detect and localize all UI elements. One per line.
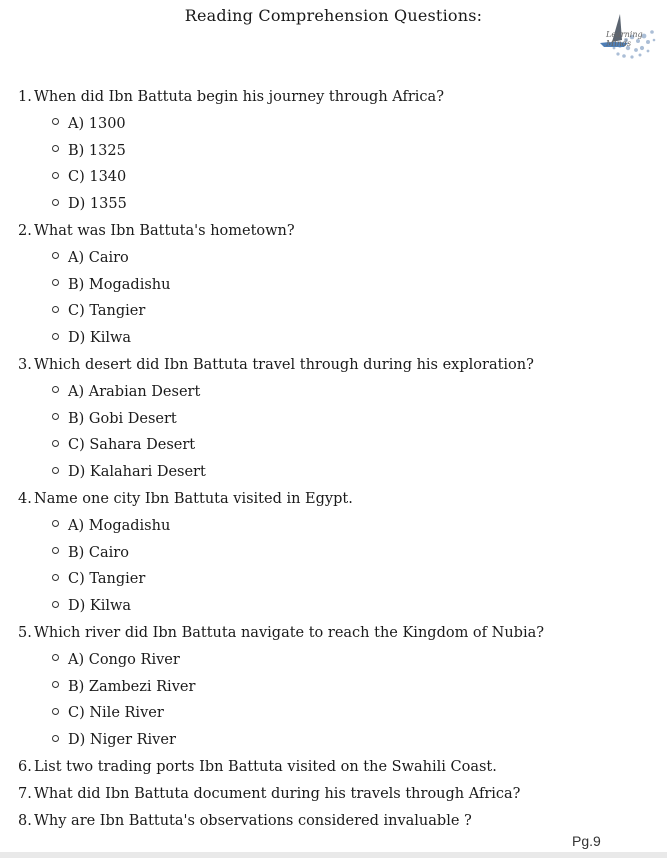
answer-option[interactable]	[18, 676, 648, 703]
answer-option[interactable]	[18, 702, 648, 729]
logo	[590, 10, 664, 64]
question-text: When did Ibn Battuta begin his journey through Africa?	[34, 89, 444, 105]
option-label: D) 1355	[68, 196, 127, 213]
question-number: 6.	[18, 758, 32, 775]
question-2	[18, 220, 648, 247]
option-label: A) 1300	[68, 115, 126, 132]
answer-option[interactable]	[18, 649, 648, 676]
question-text: What was Ibn Battuta's hometown?	[34, 222, 295, 239]
question-8	[18, 810, 648, 837]
answer-option[interactable]	[18, 568, 648, 595]
question-5	[18, 622, 648, 649]
answer-option[interactable]	[18, 542, 648, 569]
logo-text: Learning Minds	[606, 30, 643, 48]
circle-bullet-icon	[52, 413, 59, 420]
question-number: 2.	[18, 222, 32, 239]
circle-bullet-icon	[52, 467, 59, 474]
option-label: A) Congo River	[68, 651, 180, 668]
circle-bullet-icon	[52, 279, 59, 286]
question-text: Which desert did Ibn Battuta travel through during his exploration?	[34, 356, 534, 373]
page-title: Reading Comprehension Questions:	[184, 6, 483, 25]
option-label: A) Arabian Desert	[68, 383, 201, 400]
circle-bullet-icon	[52, 681, 59, 688]
question-6	[18, 756, 648, 783]
circle-bullet-icon	[52, 708, 59, 715]
circle-bullet-icon	[52, 440, 59, 447]
answer-option[interactable]	[18, 729, 648, 756]
circle-bullet-icon	[52, 199, 59, 206]
question-3	[18, 354, 648, 381]
question-text: List two trading ports Ibn Battuta visited on the Swahili Coast.	[34, 758, 497, 775]
option-label: B) Zambezi River	[68, 678, 196, 695]
option-label: D) Kalahari Desert	[68, 464, 206, 481]
option-label: D) Niger River	[68, 732, 176, 749]
answer-option[interactable]	[18, 113, 648, 140]
answer-option[interactable]	[18, 434, 648, 461]
circle-bullet-icon	[52, 306, 59, 313]
answer-option[interactable]	[18, 300, 648, 327]
question-1	[18, 86, 648, 113]
page-bottom-edge	[0, 852, 667, 858]
circle-bullet-icon	[52, 386, 59, 393]
circle-bullet-icon	[52, 145, 59, 152]
question-number: 3.	[18, 356, 32, 373]
option-label: C) Sahara Desert	[68, 437, 196, 454]
answer-option[interactable]	[18, 274, 648, 301]
question-list	[18, 86, 648, 836]
circle-bullet-icon	[52, 735, 59, 742]
answer-option[interactable]	[18, 461, 648, 488]
circle-bullet-icon	[52, 547, 59, 554]
option-label: A) Mogadishu	[68, 517, 171, 534]
question-7	[18, 783, 648, 810]
answer-option[interactable]	[18, 595, 648, 622]
answer-option[interactable]	[18, 327, 648, 354]
answer-option[interactable]	[18, 381, 648, 408]
answer-option[interactable]	[18, 247, 648, 274]
circle-bullet-icon	[52, 601, 59, 608]
question-4	[18, 488, 648, 515]
circle-bullet-icon	[52, 172, 59, 179]
option-label: C) Nile River	[68, 705, 164, 722]
option-label: C) Tangier	[68, 303, 146, 320]
circle-bullet-icon	[52, 333, 59, 340]
option-label: C) 1340	[68, 169, 127, 186]
page-number: Pg.9	[572, 833, 601, 849]
option-label: B) Cairo	[68, 544, 129, 561]
answer-option[interactable]	[18, 408, 648, 435]
answer-option[interactable]	[18, 166, 648, 193]
circle-bullet-icon	[52, 574, 59, 581]
option-label: B) Mogadishu	[68, 276, 171, 293]
question-number: 4.	[18, 490, 32, 507]
option-label: D) Kilwa	[68, 598, 132, 615]
question-text: Why are Ibn Battuta's observations considered invaluable ?	[34, 812, 472, 829]
option-label: A) Cairo	[68, 249, 129, 266]
question-number: 7.	[18, 785, 32, 802]
option-label: C) Tangier	[68, 571, 146, 588]
answer-option[interactable]	[18, 515, 648, 542]
question-text: Which river did Ibn Battuta navigate to reach the Kingdom of Nubia?	[34, 624, 545, 641]
circle-bullet-icon	[52, 654, 59, 661]
option-label: D) Kilwa	[68, 330, 132, 347]
question-number: 1.	[18, 89, 32, 105]
question-text: Name one city Ibn Battuta visited in Egypt.	[34, 490, 353, 507]
answer-option[interactable]	[18, 140, 648, 167]
circle-bullet-icon	[52, 252, 59, 259]
option-label: B) 1325	[68, 142, 126, 159]
question-text: What did Ibn Battuta document during his travels through Africa?	[34, 785, 521, 802]
question-number: 5.	[18, 624, 32, 641]
circle-bullet-icon	[52, 118, 59, 125]
option-label: B) Gobi Desert	[68, 410, 177, 427]
question-number: 8.	[18, 812, 32, 829]
answer-option[interactable]	[18, 193, 648, 220]
circle-bullet-icon	[52, 520, 59, 527]
